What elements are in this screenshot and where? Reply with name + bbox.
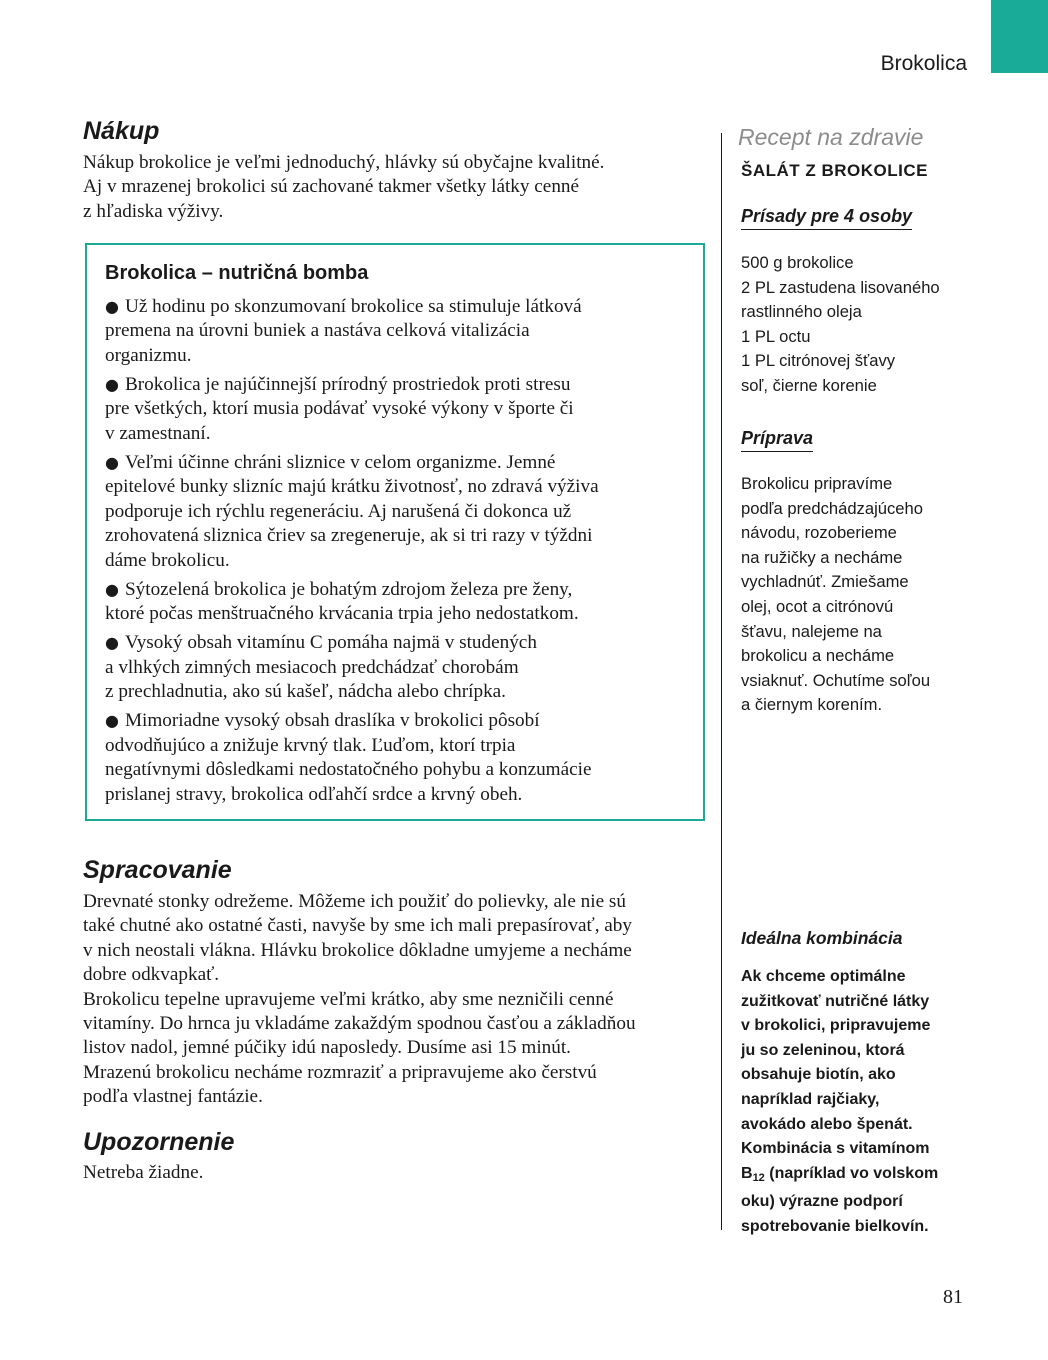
nutrition-bullet-item	[105, 631, 687, 704]
nutrition-bullet-line	[105, 319, 687, 343]
column-divider	[721, 133, 722, 1230]
nutrition-bullet-item	[105, 709, 687, 807]
bullet-icon: ●	[105, 375, 119, 395]
combo-line: Ak chceme optimálne	[741, 968, 906, 985]
nutrition-bullet-item	[105, 373, 687, 446]
nakup-line: Nákup brokolice je veľmi jednoduchý, hlávky sú obyčajne kvalitné.	[83, 152, 605, 173]
combo-line: avokádo alebo špenát.	[741, 1115, 913, 1133]
preparation-line: vychladnúť. Zmiešame	[741, 572, 909, 592]
nutrition-bullet-text: prislanej stravy, brokolica odľahčí srdce a krvný obeh.	[105, 783, 523, 805]
combo-line: obsahuje biotín, ako	[741, 1066, 896, 1084]
combo-b-rest: (napríklad vo volskom	[764, 1164, 939, 1182]
nutrition-bullet-text: ktoré počas menštruačného krvácania trpia jeho nedostatkom.	[105, 603, 579, 625]
nutrition-bullet-line	[105, 656, 687, 680]
nutrition-bullet-text: pre všetkých, ktorí musia podávať vysoké výkony v športe či	[105, 398, 574, 420]
nutrition-bullet-line	[105, 397, 687, 421]
nakup-line: Aj v mrazenej brokolici sú zachované takmer všetky látky cenné	[83, 176, 580, 198]
combo-line: v brokolici, pripravujeme	[741, 1017, 931, 1035]
spracovanie-line: dobre odkvapkať.	[83, 964, 220, 986]
nutrition-bullet-text: zrohovatená sliznica čriev sa zregeneruje, ak si tri razy v týždni	[105, 525, 593, 547]
nutrition-bullet-line	[105, 758, 687, 782]
nutrition-bullet-line	[105, 709, 687, 733]
nutrition-bullet-line	[105, 344, 687, 368]
spracovanie-line: také chutné ako ostatné časti, navyše by sme ich mali prepasírovať, aby	[83, 915, 632, 937]
nutrition-bullet-text: organizmu.	[105, 344, 192, 366]
preparation-line: podľa predchádzajúceho	[741, 498, 923, 518]
combo-line: ju so zeleninou, ktorá	[741, 1041, 905, 1059]
nutrition-bullet-text: Mimoriadne vysoký obsah draslíka v brokolici pôsobí	[124, 710, 540, 732]
spracovanie-line: Mrazenú brokolicu necháme rozmraziť a pripravujeme ako čerstvú	[83, 1061, 597, 1083]
nutrition-bullet-line	[105, 783, 687, 807]
preparation-line: vsiaknuť. Ochutíme soľou	[741, 670, 931, 690]
nutrition-bullet-line	[105, 500, 687, 524]
combo-line: napríklad rajčiaky,	[741, 1090, 880, 1108]
nutrition-bullet-text: Už hodinu po skonzumovaní brokolice sa stimuluje látková	[124, 296, 582, 317]
combo-b12-line	[741, 1162, 971, 1191]
nutrition-bullet-item	[105, 451, 687, 573]
nutrition-bullet-line	[105, 549, 687, 573]
nutrition-bullet-text: Vysoký obsah vitamínu C pomáha najmä v studených	[124, 632, 537, 654]
spracovanie-line: Drevnaté stonky odrežeme. Môžeme ich použiť do polievky, ale nie sú	[83, 891, 626, 912]
nutrition-bullet-text: epitelové bunky slizníc majú krátku životnosť, no zdravá výživa	[105, 476, 599, 498]
nutrition-bullet-text: odvodňujúco a znižuje krvný tlak. Ľuďom, ktorí trpia	[105, 734, 516, 756]
combo-line: Kombinácia s vitamínom	[741, 1140, 930, 1158]
preparation-line: Brokolicu pripravíme	[741, 474, 893, 493]
combo-line: zužitkovať nutričné látky	[741, 992, 930, 1010]
ingredient-line: 1 PL citrónovej šťavy	[741, 351, 896, 371]
nutrition-bullet-item	[105, 295, 687, 368]
nutrition-bullet-text: negatívnymi dôsledkami nedostatočného pohybu a konzumácie	[105, 759, 592, 781]
bullet-icon: ●	[105, 633, 119, 653]
spracovanie-line: v nich neostali vlákna. Hlávku brokolice dôkladne umyjeme a necháme	[83, 939, 632, 961]
preparation-line: na ružičky a necháme	[741, 547, 903, 567]
upozornenie-text: Netreba žiadne.	[83, 1162, 204, 1183]
sidebar-header: Recept na zdravie	[738, 124, 924, 150]
nakup-heading: Nákup	[83, 117, 160, 145]
preparation-line: šťavu, nalejeme na	[741, 621, 882, 641]
bullet-icon: ●	[105, 711, 119, 731]
nutrition-bullet-text: podporuje ich rýchlu regeneráciu. Aj narušená či dokonca už	[105, 500, 572, 522]
preparation-line: návodu, rozoberieme	[741, 523, 897, 543]
ingredient-line: 2 PL zastudena lisovaného	[741, 277, 940, 297]
ingredients-heading: Prísady pre 4 osoby	[741, 206, 912, 230]
nutrition-bullet-item	[105, 578, 687, 627]
combo-text	[741, 965, 971, 1240]
spracovanie-line: podľa vlastnej fantázie.	[83, 1086, 263, 1108]
ingredient-line: soľ, čierne korenie	[741, 375, 877, 395]
nutrition-bullet-line	[105, 602, 687, 626]
preparation-line: olej, ocot a citrónovú	[741, 596, 894, 616]
nutrition-bullet-text: Brokolica je najúčinnejší prírodný prostriedok proti stresu	[124, 374, 571, 396]
nutrition-bullet-line	[105, 631, 687, 655]
recipe-title: ŠALÁT Z BROKOLICE	[741, 161, 928, 180]
page-number: 81	[943, 1286, 963, 1308]
nutrition-bullet-line	[105, 734, 687, 758]
nakup-line: z hľadiska výživy.	[83, 200, 224, 222]
spracovanie-line: listov nadol, jemné púčiky idú naposledy. Dusíme asi 15 minút.	[83, 1037, 571, 1059]
bullet-icon: ●	[105, 297, 119, 316]
spracovanie-line: vitamíny. Do hrnca ju vkladáme zakaždým spodnou časťou a základňou	[83, 1013, 636, 1035]
nutrition-box-list	[103, 295, 687, 807]
nutrition-bullet-line	[105, 422, 687, 446]
preparation-line: brokolicu a necháme	[741, 646, 895, 666]
upozornenie-heading: Upozornenie	[83, 1128, 235, 1156]
preparation-line: a čiernym korením.	[741, 695, 883, 715]
nutrition-box	[85, 243, 705, 821]
nutrition-bullet-text: premena na úrovni buniek a nastáva celková vitalizácia	[105, 320, 530, 342]
nutrition-bullet-line	[105, 451, 687, 475]
nutrition-bullet-line	[105, 524, 687, 548]
nutrition-bullet-text: v zamestnaní.	[105, 422, 211, 444]
ingredient-line: rastlinného oleja	[741, 302, 862, 322]
spracovanie-heading: Spracovanie	[83, 856, 232, 884]
nutrition-bullet-text: z prechladnutia, ako sú kašeľ, nádcha alebo chrípka.	[105, 681, 506, 703]
ingredient-line: 500 g brokolice	[741, 253, 854, 272]
combo-b-letter: B	[741, 1164, 753, 1182]
combo-line: oku) výrazne podporí	[741, 1193, 903, 1211]
combo-line: spotrebovanie bielkovín.	[741, 1217, 929, 1235]
bullet-icon: ●	[105, 453, 119, 473]
bullet-icon: ●	[105, 579, 119, 599]
nakup-text	[83, 151, 713, 224]
ingredient-line: 1 PL octu	[741, 326, 811, 346]
spracovanie-line: Brokolicu tepelne upravujeme veľmi krátko, aby sme nezničili cenné	[83, 988, 614, 1010]
nutrition-bullet-line	[105, 680, 687, 704]
nutrition-bullet-line	[105, 475, 687, 499]
nutrition-bullet-text: Sýtozelená brokolica je bohatým zdrojom železa pre ženy,	[124, 578, 573, 600]
spracovanie-text	[83, 890, 713, 1110]
ingredients-list	[741, 251, 971, 399]
preparation-text	[741, 472, 971, 718]
nutrition-bullet-line	[105, 578, 687, 602]
nutrition-bullet-text: dáme brokolicu.	[105, 549, 230, 571]
nutrition-bullet-line	[105, 295, 687, 319]
chapter-color-tab	[991, 0, 1048, 73]
nutrition-box-title: Brokolica – nutričná bomba	[105, 262, 369, 284]
nutrition-bullet-line	[105, 373, 687, 397]
nutrition-bullet-text: a vlhkých zimných mesiacoch predchádzať chorobám	[105, 656, 519, 678]
preparation-heading: Príprava	[741, 428, 813, 452]
combo-b-subscript: 12	[752, 1171, 765, 1184]
running-head: Brokolica	[880, 52, 967, 75]
combo-heading: Ideálna kombinácia	[741, 928, 903, 948]
nutrition-bullet-text: Veľmi účinne chráni sliznice v celom organizme. Jemné	[124, 452, 556, 474]
